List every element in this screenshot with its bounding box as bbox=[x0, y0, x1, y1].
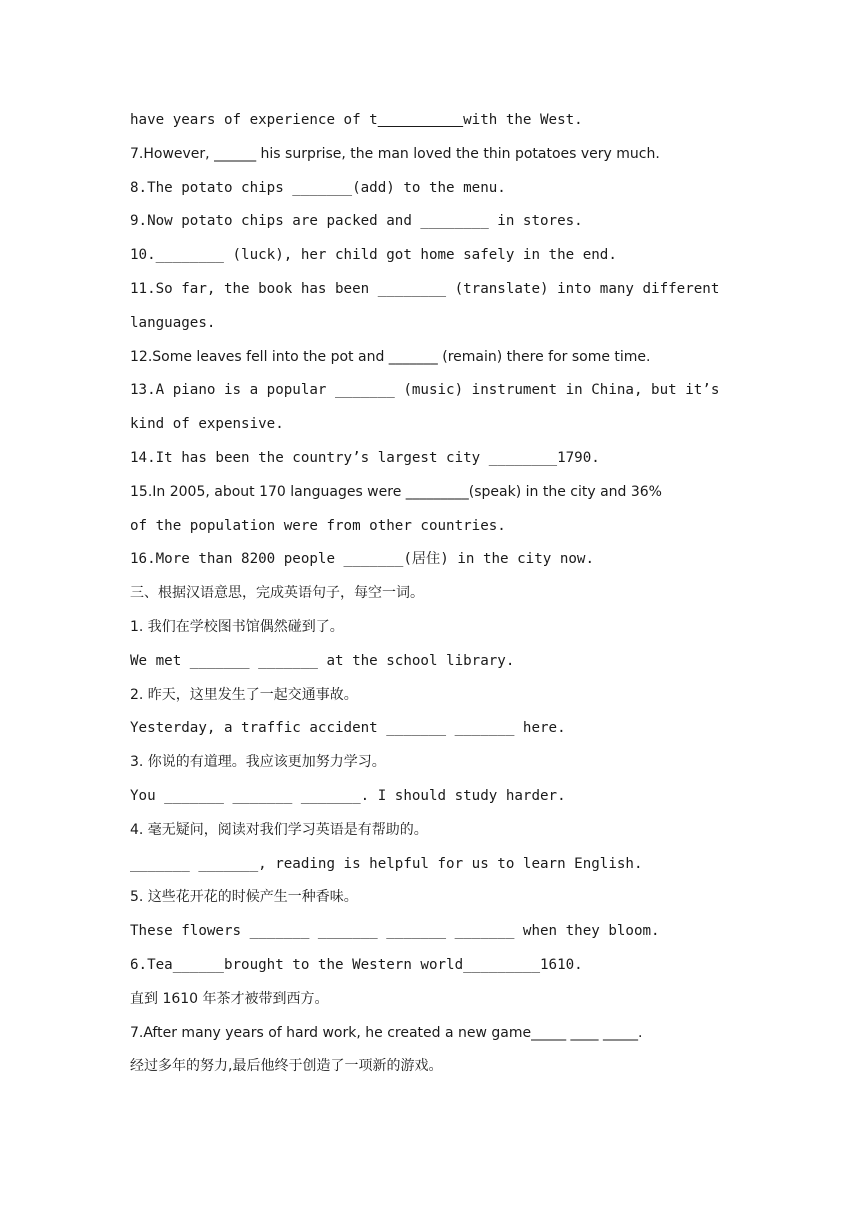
answer-blank bbox=[378, 112, 463, 128]
line-text: 6.Tea______brought to the Western world_________1610. bbox=[130, 956, 583, 973]
worksheet-page bbox=[130, 104, 730, 1084]
line-text: We met _______ _______ at the school library. bbox=[130, 652, 515, 669]
line-text: 15.In 2005, about 170 languages were _________(speak) in the city and 36% bbox=[130, 483, 662, 500]
text-line bbox=[130, 476, 730, 510]
text-line bbox=[130, 848, 730, 882]
text-line bbox=[130, 746, 730, 780]
line-text: 14.It has been the country’s largest city ________1790. bbox=[130, 449, 600, 466]
text-line bbox=[130, 1050, 730, 1084]
text-line bbox=[130, 510, 730, 544]
line-text: 8.The potato chips _______(add) to the menu. bbox=[130, 179, 506, 196]
text-line bbox=[130, 374, 730, 408]
text-line bbox=[130, 442, 730, 476]
text-line bbox=[130, 307, 730, 341]
text-line bbox=[130, 239, 730, 273]
line-text: kind of expensive. bbox=[130, 416, 284, 433]
text-line bbox=[130, 881, 730, 915]
text-line bbox=[130, 172, 730, 206]
text-line bbox=[130, 341, 730, 375]
line-text: 5. 这些花开花的时候产生一种香味。 bbox=[130, 889, 358, 906]
text-line bbox=[130, 611, 730, 645]
line-text: You _______ _______ _______. I should study harder. bbox=[130, 787, 566, 804]
text-line bbox=[130, 712, 730, 746]
line-text: 3. 你说的有道理。我应该更加努力学习。 bbox=[130, 754, 386, 771]
text-line bbox=[130, 273, 730, 307]
line-text: have years of experience of t bbox=[130, 112, 378, 128]
text-line bbox=[130, 949, 730, 983]
line-text: 16.More than 8200 people _______(居住) in the city now. bbox=[130, 551, 594, 568]
text-line bbox=[130, 543, 730, 577]
line-text: of the population were from other countries. bbox=[130, 517, 506, 534]
text-line bbox=[130, 577, 730, 611]
line-text: 10.________ (luck), her child got home safely in the end. bbox=[130, 247, 617, 264]
line-text: 经过多年的努力,最后他终于创造了一项新的游戏。 bbox=[130, 1058, 443, 1075]
text-line bbox=[130, 814, 730, 848]
line-text: Yesterday, a traffic accident _______ _______ here. bbox=[130, 720, 566, 737]
line-text: 9.Now potato chips are packed and ________ in stores. bbox=[130, 213, 583, 230]
text-line bbox=[130, 983, 730, 1017]
text-line bbox=[130, 1017, 730, 1051]
line-text: 13.A piano is a popular _______ (music) instrument in China, but it’s bbox=[130, 382, 720, 399]
line-text: 4. 毫无疑问，阅读对我们学习英语是有帮助的。 bbox=[130, 821, 428, 838]
text-line bbox=[130, 645, 730, 679]
line-text: 直到 1610 年茶才被带到西方。 bbox=[130, 990, 329, 1007]
text-line bbox=[130, 780, 730, 814]
text-line bbox=[130, 915, 730, 949]
line-text: 7.However, ______ his surprise, the man loved the thin potatoes very much. bbox=[130, 145, 660, 162]
line-text: 11.So far, the book has been ________ (translate) into many different bbox=[130, 280, 720, 297]
line-text: 三、根据汉语意思，完成英语句子，每空一词。 bbox=[130, 585, 424, 602]
text-line bbox=[130, 679, 730, 713]
text-line bbox=[130, 138, 730, 172]
line-text: 1. 我们在学校图书馆偶然碰到了。 bbox=[130, 618, 344, 635]
line-text: These flowers _______ _______ _______ _______ when they bloom. bbox=[130, 923, 660, 940]
line-text: 12.Some leaves fell into the pot and _______ (remain) there for some time. bbox=[130, 348, 651, 365]
text-line bbox=[130, 408, 730, 442]
line-text: languages. bbox=[130, 314, 216, 331]
line-text: _______ _______, reading is helpful for us to learn English. bbox=[130, 855, 643, 872]
line-text: 2. 昨天，这里发生了一起交通事故。 bbox=[130, 686, 358, 703]
text-line bbox=[130, 104, 730, 138]
line-text: with the West. bbox=[463, 112, 583, 128]
text-line bbox=[130, 205, 730, 239]
line-text: 7.After many years of hard work, he created a new game_____ ____ _____. bbox=[130, 1024, 643, 1041]
